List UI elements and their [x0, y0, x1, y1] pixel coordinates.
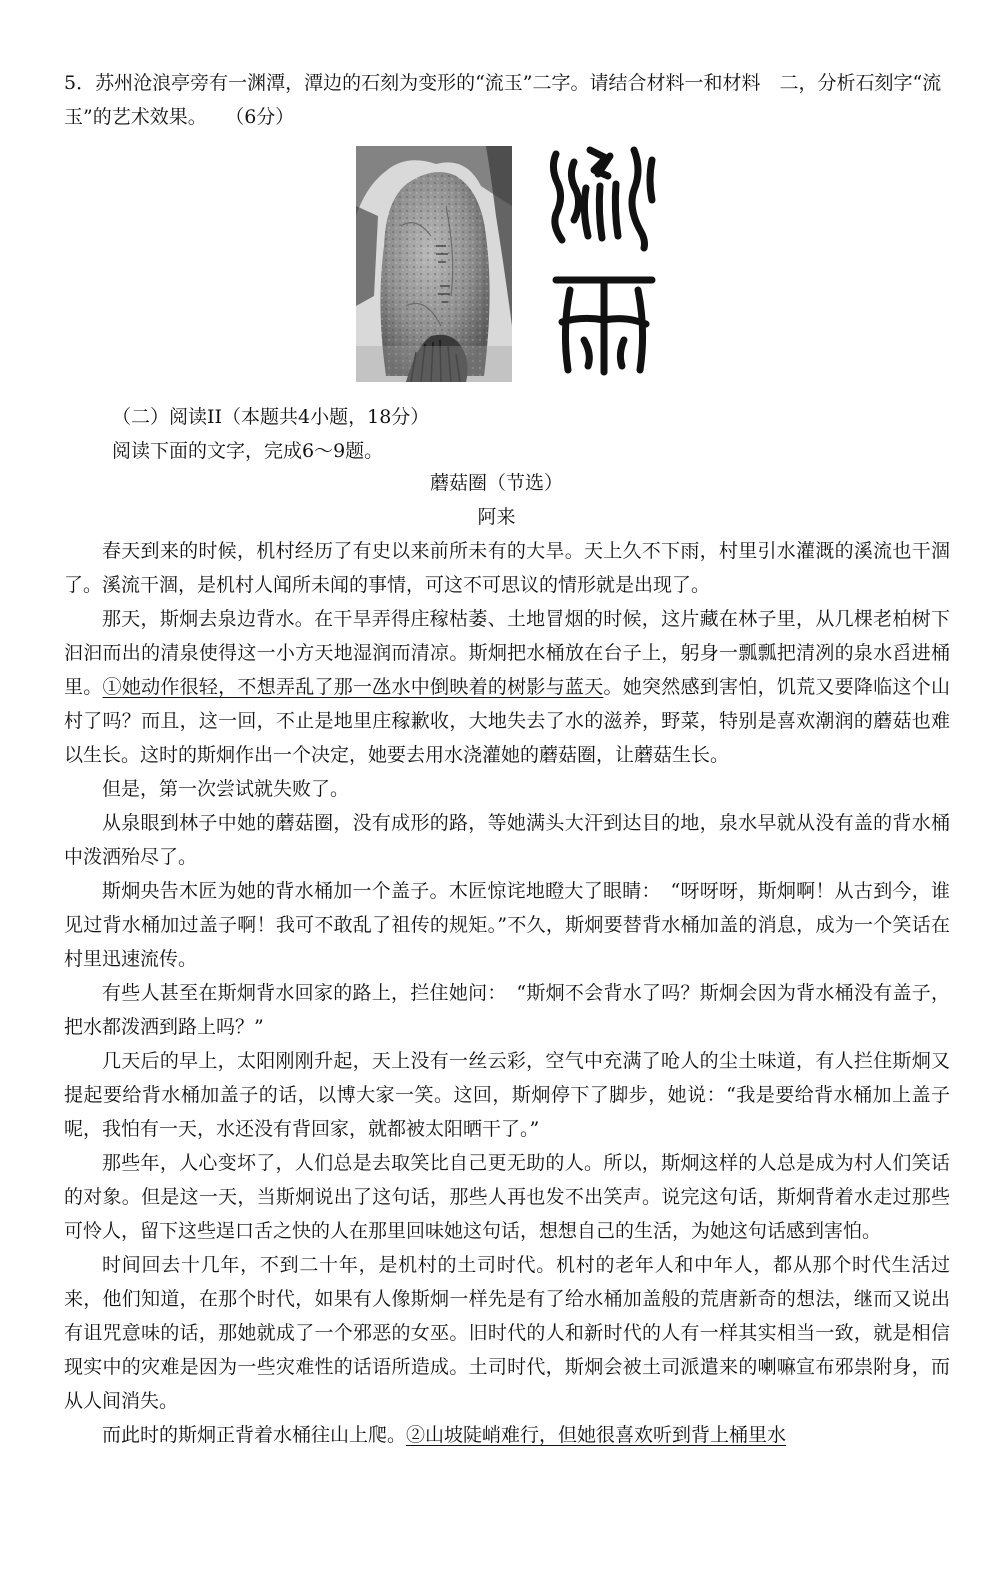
paragraph-10: [64, 1418, 950, 1452]
paragraph-3: 但是，第一次尝试就失败了。: [102, 778, 350, 800]
article-title: 蘑菇圈（节选）: [429, 472, 563, 494]
paragraph-6: 有些人甚至在斯炯背水回家的路上，拦住她问： “斯炯不会背水了吗？斯炯会因为背水桶没有盖子，把水都泼洒到路上吗？”: [64, 982, 950, 1038]
seal-script-liuyu: [548, 140, 660, 380]
underlined-sentence-1: ①她动作很轻，不想弄乱了那一氹水中倒映着的树影与蓝天: [102, 676, 604, 698]
paragraph-2-start: 那天，斯炯去泉边背水。在干旱弄得庄稼枯萎、土地冒烟的时候，这片藏在林子里，从几棵老柏树下汩汩而出的清泉使得这一小方天地湿润而清凉。斯炯把水桶放在台子上，躬身一瓢瓢把清冽的泉水舀进桶里。: [64, 608, 950, 698]
paragraph-10-start: 而此时的斯炯正背着水桶往山上爬。: [102, 1424, 407, 1446]
stone-carving-photo-image: [356, 146, 512, 382]
section-instruction: 阅读下面的文字，完成6～9题。: [112, 440, 384, 462]
underlined-sentence-2: ②山坡陡峭难行，但她很喜欢听到背上桶里水: [406, 1424, 787, 1446]
article-author: 阿来: [477, 506, 516, 528]
paragraph-2: [64, 602, 950, 772]
seal-script-liuyu-image: [548, 140, 660, 380]
paragraph-8: 那些年，人心变坏了，人们总是去取笑比自己更无助的人。所以，斯炯这样的人总是成为村人们笑话的对象。但是这一天，当斯炯说出了这句话，那些人再也发不出笑声。说完这句话，斯炯背着水走过那些可怜人，留下这些逞口舌之快的人在那里回味她这句话，想想自己的生活，为她这句话感到害怕。: [64, 1152, 950, 1242]
article-body: [64, 534, 950, 1452]
paragraph-2-end: 。她突然感到害怕，饥荒又要降临这个山村了吗？而且，这一回，不止是地里庄稼歉收，大地失去了水的滋养，野菜，特别是喜欢潮润的蘑菇也难以生长。这时的斯炯作出一个决定，她要去用水浇灌她的蘑菇圈，让蘑菇生长。: [64, 676, 950, 766]
section-heading: （二）阅读II（本题共4小题，18分）: [112, 406, 430, 428]
stone-carving-photo: [356, 146, 512, 382]
paragraph-5: 斯炯央告木匠为她的背水桶加一个盖子。木匠惊诧地瞪大了眼睛： “呀呀呀，斯炯啊！从古到今，谁见过背水桶加过盖子啊！我可不敢乱了祖传的规矩。”不久，斯炯要替背水桶加盖的消息，成为一个笑话在村里迅速流传。: [64, 880, 950, 970]
paragraph-7: 几天后的早上，太阳刚刚升起，天上没有一丝云彩，空气中充满了呛人的尘土味道，有人拦住斯炯又提起要给背水桶加盖子的话，以博大家一笑。这回，斯炯停下了脚步，她说：“我是要给背水桶加上盖子呢，我怕有一天，水还没有背回家，就都被太阳晒干了。”: [64, 1050, 950, 1140]
question-5-score: （6分）: [234, 106, 295, 128]
paragraph-1: 春天到来的时候，机村经历了有史以来前所未有的大旱。天上久不下雨，村里引水灌溉的溪流也干涸了。溪流干涸，是机村人闻所未闻的事情，可这不可思议的情形就是出现了。: [64, 540, 950, 596]
paragraph-4: 从泉眼到林子中她的蘑菇圈，没有成形的路，等她满头大汗到达目的地，泉水早就从没有盖的背水桶中泼洒殆尽了。: [64, 812, 950, 868]
question-5-text: 5．苏州沧浪亭旁有一渊潭，潭边的石刻为变形的“流玉”二字。请结合材料一和材料 二，分析石刻字“流玉”的艺术效果。: [64, 72, 942, 128]
question-5: [64, 66, 944, 134]
paragraph-9: 时间回去十几年，不到二十年，是机村的土司时代。机村的老年人和中年人，都从那个时代生活过来，他们知道，在那个时代，如果有人像斯炯一样先是有了给水桶加盖般的荒唐新奇的想法，继而又说出有诅咒意味的话，那她就成了一个邪恶的女巫。旧时代的人和新时代的人有一样其实相当一致，就是相信现实中的灾难是因为一些灾难性的话语所造成。土司时代，斯炯会被土司派遣来的喇嘛宣布邪祟附身，而从人间消失。: [64, 1254, 950, 1412]
